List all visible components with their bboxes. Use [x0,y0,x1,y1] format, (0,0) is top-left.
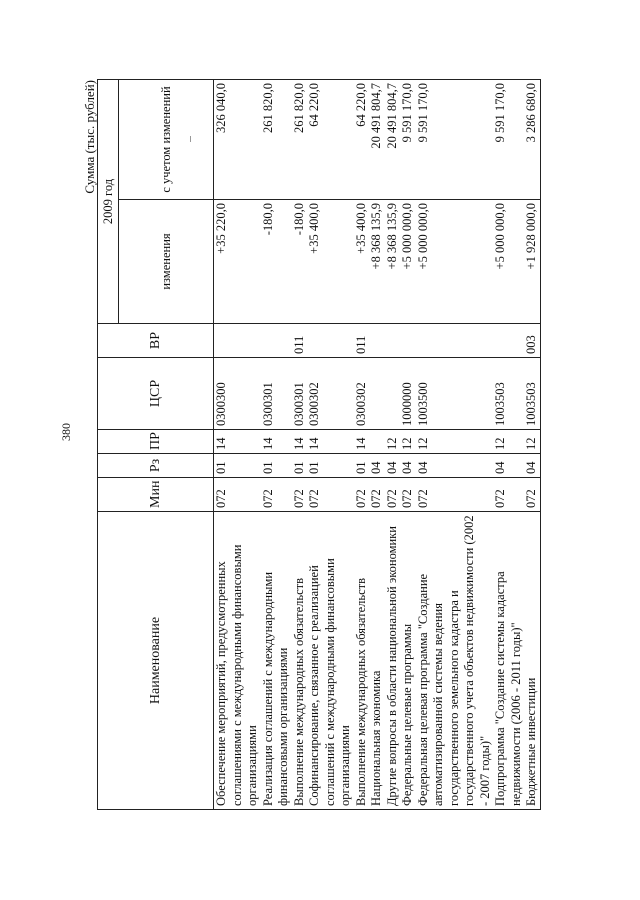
row-min: 072 [292,478,308,512]
row-rz: 01 [261,454,292,478]
header-year: 2009 год [98,79,119,323]
table-row [307,79,354,809]
table-body [214,79,541,809]
row-min: 072 [400,478,416,512]
row-vr [385,324,401,358]
row-changes: +5 000 000,0 [400,200,416,324]
row-pr: 14 [307,430,354,454]
row-rz: 01 [292,454,308,478]
header-vr: ВР [98,324,214,358]
row-total: 20 491 804,7 [385,79,401,199]
row-min: 072 [493,478,524,512]
table-row [354,79,370,809]
row-vr: 011 [354,324,370,358]
row-total: 9 591 170,0 [493,79,524,199]
row-name: Федеральные целевые программы [400,512,416,810]
row-csr: 0300301 [292,358,308,430]
row-pr: 12 [400,430,416,454]
row-csr: 0300301 [261,358,292,430]
row-rz: 04 [416,454,494,478]
table-row [292,79,308,809]
row-csr: 0300302 [354,358,370,430]
row-name: Другие вопросы в области национальной экономики [385,512,401,810]
row-total: 326 040,0 [214,79,261,199]
row-changes: +5 000 000,0 [493,200,524,324]
row-vr: 003 [524,324,540,358]
row-name: Обеспечение мероприятий, предусмотренных соглашениями с международными финансовыми организациями [214,512,261,810]
row-rz: 01 [214,454,261,478]
row-changes: +35 220,0 [214,200,261,324]
row-rz: 04 [400,454,416,478]
header-name: Наименование [98,512,214,810]
row-csr: 1003503 [524,358,540,430]
row-name: Подпрограмма "Создание системы кадастра недвижимости (2006 - 2011 годы)" [493,512,524,810]
row-pr: 12 [385,430,401,454]
row-csr: 0300300 [214,358,261,430]
row-name: Софинансирование, связанное с реализацией соглашений с международными финансовыми организациями [307,512,354,810]
row-min: 072 [261,478,292,512]
row-name: Национальная экономика [369,512,385,810]
row-name: Бюджетные инвестиции [524,512,540,810]
row-changes: +35 400,0 [307,200,354,324]
row-pr: 14 [261,430,292,454]
table-row [524,79,540,809]
row-total: 261 820,0 [292,79,308,199]
row-pr: 14 [214,430,261,454]
row-min: 072 [369,478,385,512]
row-vr [493,324,524,358]
row-rz: 04 [385,454,401,478]
row-pr: 14 [292,430,308,454]
row-changes: +8 368 135,9 [369,200,385,324]
header-pr: ПР [98,430,214,454]
row-total: 20 491 804,7 [369,79,385,199]
row-total: 9 591 170,0 [416,79,494,199]
table-row [493,79,524,809]
row-vr [369,324,385,358]
row-changes: +5 000 000,0 [416,200,494,324]
row-rz: 04 [493,454,524,478]
row-name: Федеральная целевая программа "Создание автоматизированной системы ведения государственного земельного кадастра и государственного учета объектов недвижимости (2002 - 2007 годы)" [416,512,494,810]
row-csr: 1003500 [416,358,494,430]
table-row [385,79,401,809]
table-row [400,79,416,809]
header-csr: ЦСР [98,358,214,430]
row-vr [214,324,261,358]
table-row [416,79,494,809]
row-min: 072 [307,478,354,512]
row-pr: 12 [524,430,540,454]
table-row [369,79,385,809]
header-changes: изменения [119,200,214,324]
row-name: Выполнение международных обязательств [292,512,308,810]
row-changes: +35 400,0 [354,200,370,324]
row-vr [400,324,416,358]
row-min: 072 [354,478,370,512]
row-vr [261,324,292,358]
row-min: 072 [385,478,401,512]
row-min: 072 [416,478,494,512]
row-changes: -180,0 [292,200,308,324]
row-changes: -180,0 [261,200,292,324]
row-csr [385,358,401,430]
row-vr: 011 [292,324,308,358]
row-total: 64 220,0 [354,79,370,199]
row-total: 261 820,0 [261,79,292,199]
row-changes: +1 928 000,0 [524,200,540,324]
row-pr: 14 [354,430,370,454]
row-csr: 0300302 [307,358,354,430]
table-row [261,79,292,809]
unit-caption: Сумма (тыс. рублей) [82,80,97,194]
row-rz: 04 [369,454,385,478]
row-pr: 12 [493,430,524,454]
row-csr: 1000000 [400,358,416,430]
row-min: 072 [524,478,540,512]
row-rz: 01 [307,454,354,478]
row-csr [369,358,385,430]
row-total: 9 591 170,0 [400,79,416,199]
page-number: 380 [59,423,73,441]
row-min: 072 [214,478,261,512]
row-name: Выполнение международных обязательств [354,512,370,810]
row-rz: 04 [524,454,540,478]
row-pr: 12 [416,430,494,454]
row-total: 3 286 680,0 [524,79,540,199]
header-with-changes: с учетом изменений [119,79,214,199]
row-vr [307,324,354,358]
row-name: Реализация соглашений с международными финансовыми организациями [261,512,292,810]
header-min: Мин [98,478,214,512]
table-row [214,79,261,809]
row-csr: 1003503 [493,358,524,430]
row-vr [416,324,494,358]
row-pr [369,430,385,454]
budget-table [97,79,541,810]
row-rz: 01 [354,454,370,478]
header-rz: Рз [98,454,214,478]
row-changes: +8 368 135,9 [385,200,401,324]
row-total: 64 220,0 [307,79,354,199]
